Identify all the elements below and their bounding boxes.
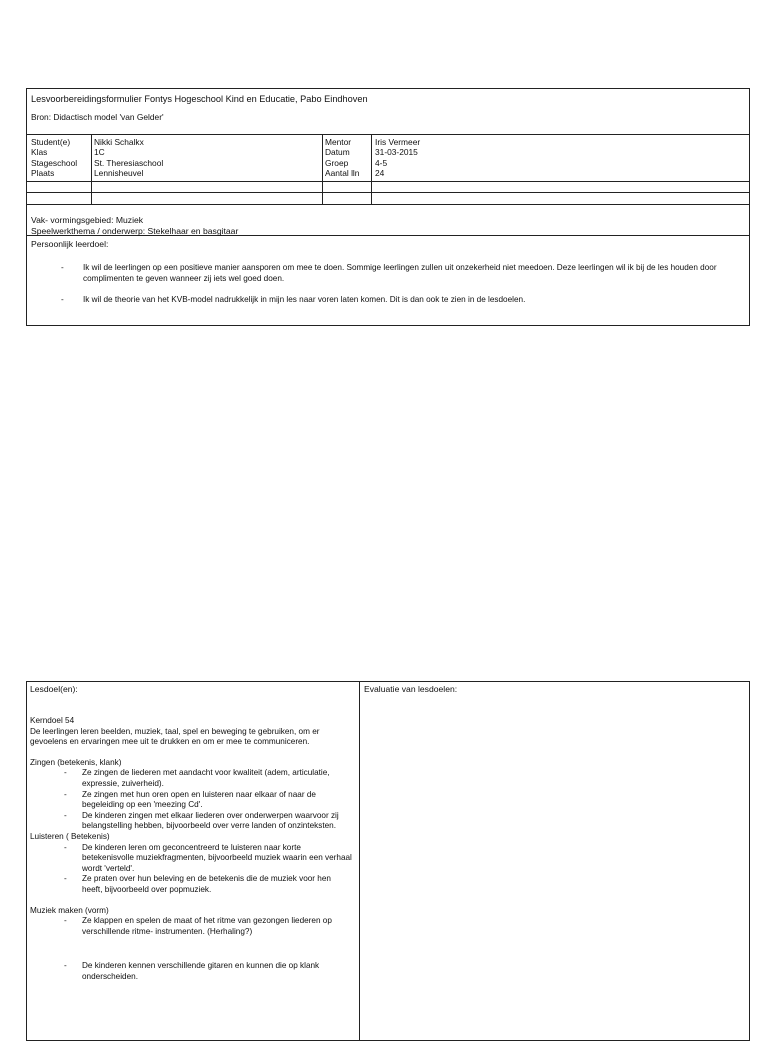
- value-aantal: 24: [375, 168, 385, 179]
- kerndoel-title: Kerndoel 54: [30, 716, 75, 725]
- value-mentor: Iris Vermeer: [375, 137, 421, 147]
- dash-bullet: -: [64, 789, 67, 799]
- goal-text: Ik wil de leerlingen op een positieve manier aansporen om mee te doen. Sommige leerlingen zullen uit onzekerheid niet meedoen. Deze leerlingen wil ik bij de les houden door complimenten te geven wanneer zij iets wel goed doen.: [83, 263, 717, 283]
- subject-area: Vak- vormingsgebied: Muziek: [31, 215, 144, 225]
- zingen-title: Zingen (betekenis, klank): [30, 757, 122, 767]
- form-source: Bron: Didactisch model 'van Gelder': [31, 112, 164, 122]
- list-item: [30, 916, 352, 937]
- muziek-maken-list: [30, 916, 352, 937]
- value-stageschool: St. Theresiaschool: [94, 157, 164, 168]
- value-student: Nikki Schalkx: [94, 137, 144, 147]
- muziek-maken-list-2: [30, 961, 352, 982]
- goal-text: Ik wil de theorie van het KVB-model nadrukkelijk in mijn les naar voren laten komen. Dit is dan ook te zien in de lesdoelen.: [83, 295, 526, 304]
- label-mentor: Mentor: [325, 137, 352, 147]
- dash-bullet: -: [64, 961, 67, 971]
- lesson-form-header-table: [26, 88, 750, 326]
- form-title: Lesvoorbereidingsformulier Fontys Hogeschool Kind en Educatie, Pabo Eindhoven: [31, 94, 368, 104]
- divider: [322, 134, 323, 204]
- list-item: [61, 262, 747, 284]
- label-aantal: Aantal lln: [325, 168, 360, 179]
- info-labels-left: [31, 137, 77, 179]
- lesson-goals-content: [30, 716, 352, 982]
- lesson-goals-table: [26, 681, 750, 1041]
- divider: [27, 134, 749, 135]
- label-klas: Klas: [31, 147, 48, 158]
- list-item-text: Ze zingen met hun oren open en luisteren naar elkaar of naar de begeleiding op een 'meezing Cd'.: [82, 789, 316, 810]
- dash-bullet: -: [61, 263, 64, 272]
- evaluation-heading: Evaluatie van lesdoelen:: [364, 684, 458, 694]
- muziek-maken-title: Muziek maken (vorm): [30, 905, 109, 915]
- list-item: [30, 811, 352, 832]
- list-item: [30, 790, 352, 811]
- list-item-text: De kinderen kennen verschillende gitaren en kunnen die op klank onderscheiden.: [82, 961, 320, 981]
- divider: [27, 192, 749, 193]
- kerndoel-text: De leerlingen leren beelden, muziek, taal, spel en beweging te gebruiken, om er gevoelens en ervaringen mee uit te drukken en om er mee te communiceren.: [30, 726, 320, 747]
- list-item-text: Ze zingen de liederen met aandacht voor kwaliteit (adem, articulatie, expressie, zuiverheid).: [82, 768, 330, 788]
- dash-bullet: -: [64, 768, 67, 778]
- zingen-list: [30, 768, 352, 832]
- info-values-left: [94, 137, 163, 179]
- label-groep: Groep: [325, 157, 349, 168]
- value-datum: 31-03-2015: [375, 147, 418, 158]
- label-student: Student(e): [31, 137, 71, 147]
- list-item-text: Ze praten over hun beleving en de betekenis die de muziek voor hen heeft, bijvoorbeeld over popmuziek.: [82, 874, 331, 894]
- personal-goal-list: [61, 262, 747, 313]
- luisteren-list: [30, 843, 352, 896]
- list-item-text: De kinderen leren om geconcentreerd te luisteren naar korte betekenisvolle muziekfragmenten, bijvoorbeeld muziek waarin een verhaal wordt 'verteld'.: [82, 842, 352, 873]
- spacer: [30, 896, 352, 906]
- dash-bullet: -: [64, 842, 67, 852]
- dash-bullet: -: [64, 810, 67, 820]
- dash-bullet: -: [61, 295, 64, 304]
- divider: [371, 134, 372, 204]
- info-values-right: [375, 137, 420, 179]
- label-datum: Datum: [325, 147, 350, 158]
- list-item: [61, 294, 747, 305]
- list-item: [30, 768, 352, 789]
- list-item: [30, 961, 352, 982]
- list-item-text: Ze klappen en spelen de maat of het ritme van gezongen liederen op verschillende ritme- instrumenten. (Herhaling?): [82, 916, 332, 936]
- dash-bullet: -: [64, 916, 67, 926]
- info-labels-right: [325, 137, 359, 179]
- value-klas: 1C: [94, 147, 105, 158]
- divider: [359, 682, 360, 1040]
- value-plaats: Lennisheuvel: [94, 168, 144, 179]
- luisteren-title: Luisteren ( Betekenis): [30, 831, 110, 841]
- divider: [91, 134, 92, 204]
- divider: [27, 204, 749, 205]
- label-plaats: Plaats: [31, 168, 55, 179]
- personal-goal-heading: Persoonlijk leerdoel:: [31, 239, 109, 249]
- lesson-goals-heading: Lesdoel(en):: [30, 684, 78, 694]
- subject-theme: Speelwerkthema / onderwerp: Stekelhaar en basgitaar: [31, 226, 239, 236]
- list-item: [30, 874, 352, 895]
- dash-bullet: -: [64, 874, 67, 884]
- list-item-text: De kinderen zingen met elkaar liederen over onderwerpen waarvoor zij belangstelling hebben, bijvoorbeeld over verre landen of onzinteksten.: [82, 810, 339, 831]
- spacer: [30, 937, 352, 961]
- list-item: [30, 843, 352, 875]
- label-stageschool: Stageschool: [31, 157, 78, 168]
- divider: [27, 181, 749, 182]
- value-groep: 4-5: [375, 157, 388, 168]
